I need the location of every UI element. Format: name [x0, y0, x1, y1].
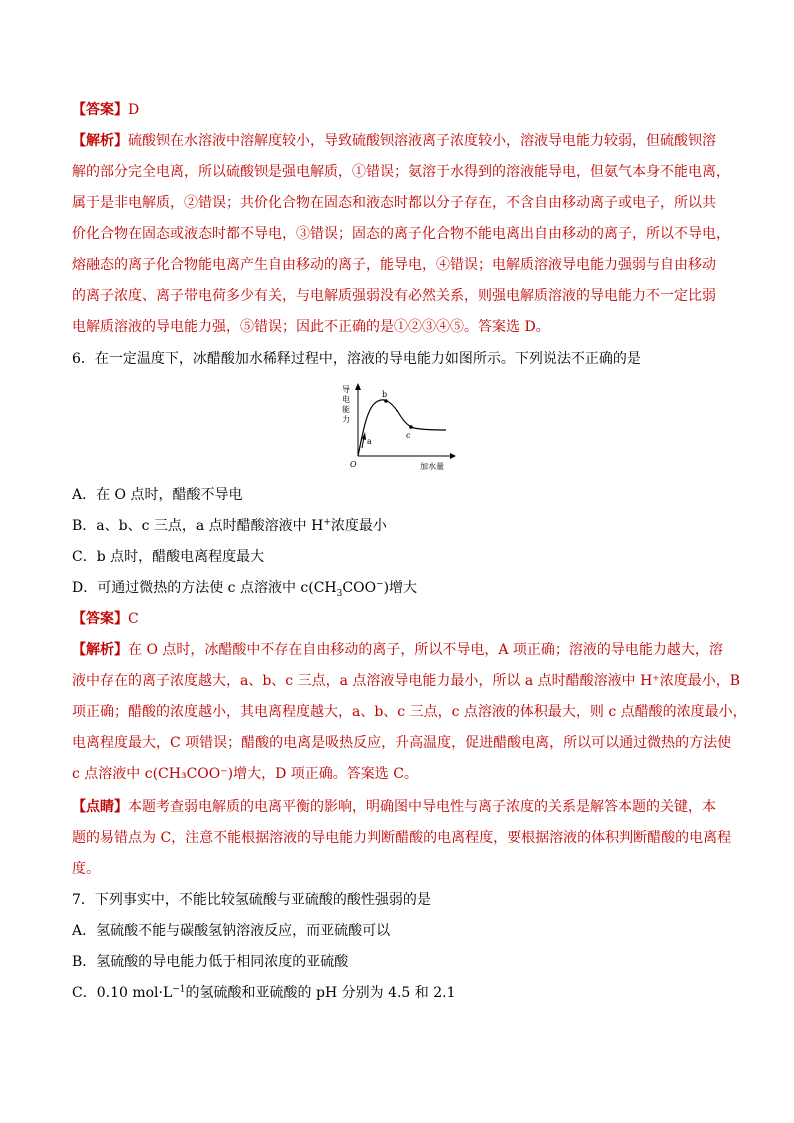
option-text: D．可通过微热的方法使 c 点溶液中 c(CH [72, 580, 337, 596]
answer-tag: 【答案】 [72, 102, 128, 118]
analysis-line: 的离子浓度、离子带电荷多少有关，与电解质强弱没有必然关系，则强电解质溶液的导电能力不一定比弱 [72, 288, 716, 304]
conductivity-graph [338, 382, 456, 472]
option-text: 的氢硫酸和亚硫酸的 pH 分别为 4.5 和 2.1 [185, 985, 456, 1001]
key-point-text: 本题考查弱电解质的电离平衡的影响，明确图中导电性与离子浓度的关系是解答本题的关键，本 [128, 799, 716, 815]
option-text: B．a、b、c 三点，a 点时醋酸溶液中 H [72, 518, 324, 534]
option-a: A．在 O 点时，醋酸不导电 [72, 487, 243, 503]
point-c-dot [409, 425, 413, 429]
key-point-tag: 【点睛】 [72, 799, 128, 815]
conductivity-curve [358, 400, 446, 456]
key-point-line: 题的易错点为 C，注意不能根据溶液的导电能力判断醋酸的电离程度，要根据溶液的体积判断醋酸的电离程 [72, 830, 732, 846]
y-axis-arrow [355, 383, 361, 390]
analysis-line: 解的部分完全电离，所以硫酸钡是强电解质，①错误；氨溶于水得到的溶液能导电，但氨气本身不能电离， [72, 164, 730, 180]
key-point-line [72, 797, 716, 817]
analysis-line [72, 640, 723, 660]
answer-line [72, 609, 139, 629]
point-b-dot [384, 399, 388, 403]
subscript: 3 [336, 588, 343, 599]
analysis-line [72, 131, 716, 151]
analysis-line: 电离程度最大，C 项错误；醋酸的电离是吸热反应，升高温度，促进醋酸电离，所以可以通过微热的方法使 [72, 735, 732, 751]
option-text: COO [342, 580, 377, 596]
question-6-stem: 6．在一定温度下，冰醋酸加水稀释过程中，溶液的导电能力如图所示。下列说法不正确的是 [72, 351, 641, 367]
analysis-tag: 【解析】 [72, 133, 128, 149]
analysis-line: 项正确；醋酸的浓度越小，其电离程度越大，a、b、c 三点，c 点溶液的体积最大，则 c 点醋酸的浓度最小， [72, 704, 747, 720]
option-text: )增大 [383, 580, 418, 596]
question-7-stem: 7．下列事实中，不能比较氢硫酸与亚硫酸的酸性强弱的是 [72, 892, 431, 908]
analysis-line: 液中存在的离子浓度越大，a、b、c 三点，a 点溶液导电能力最小，所以 a 点时醋酸溶液中 H⁺浓度最小，B [72, 673, 740, 689]
answer-tag: 【答案】 [72, 611, 128, 627]
answer-line [72, 100, 139, 120]
y-label-char: 电 [342, 395, 350, 404]
x-axis-arrow [450, 453, 456, 459]
y-label-char: 力 [342, 415, 350, 424]
option-b [72, 516, 387, 536]
superscript: −1 [172, 984, 186, 995]
analysis-line: 属于是非电解质，②错误；共价化合物在固态和液态时都以分子存在，不含自由移动离子或电子，所以共 [72, 195, 716, 211]
analysis-tag: 【解析】 [72, 642, 128, 658]
option-text: 浓度最小 [330, 518, 387, 534]
answer-value: C [128, 611, 139, 627]
option-b: B．氢硫酸的导电能力低于相同浓度的亚硫酸 [72, 954, 349, 970]
option-text: C．0.10 mol·L [72, 985, 173, 1001]
key-point-line: 度。 [72, 861, 100, 877]
analysis-line: 熔融态的离子化合物能电离产生自由移动的离子，能导电，④错误；电解质溶液导电能力强弱与自由移动 [72, 257, 716, 273]
x-label: 加水量 [420, 462, 444, 471]
option-c [72, 983, 456, 1003]
superscript: + [323, 517, 331, 528]
option-c: C．b 点时，醋酸电离程度最大 [72, 549, 265, 565]
analysis-line: 价化合物在固态或液态时都不导电，③错误；固态的离子化合物不能电离出自由移动的离子，所以不导电， [72, 226, 730, 242]
analysis-text: 在 O 点时，冰醋酸中不存在自由移动的离子，所以不导电，A 项正确；溶液的导电能力越大，溶 [128, 642, 723, 658]
origin-label: O [350, 460, 357, 469]
y-label-char: 能 [342, 405, 350, 414]
y-label-char: 导 [342, 385, 350, 394]
analysis-line: c 点溶液中 c(CH₃COO⁻)增大，D 项正确。答案选 C。 [72, 766, 418, 782]
option-d [72, 578, 417, 598]
superscript: − [376, 579, 384, 590]
analysis-line: 电解质溶液的导电能力强，⑤错误；因此不正确的是①②③④⑤。答案选 D。 [72, 319, 550, 335]
point-a-label: a [367, 437, 372, 446]
analysis-text: 硫酸钡在水溶液中溶解度较小，导致硫酸钡溶液离子浓度较小，溶液导电能力较弱，但硫酸钡溶 [128, 133, 716, 149]
option-a: A．氢硫酸不能与碳酸氢钠溶液反应，而亚硫酸可以 [72, 923, 391, 939]
point-b-label: b [382, 390, 388, 399]
point-c-label: c [406, 431, 411, 440]
answer-value: D [128, 102, 140, 118]
